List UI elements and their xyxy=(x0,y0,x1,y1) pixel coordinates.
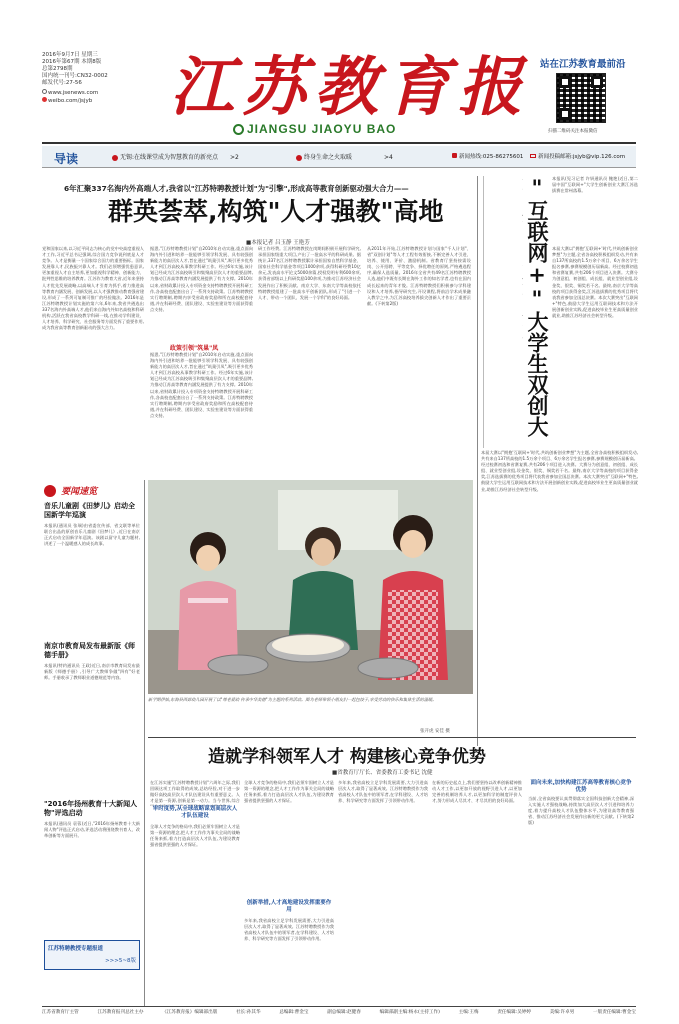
photo-illustration xyxy=(148,480,473,694)
cn-number: 国内统一刊号:CN32-0002 xyxy=(42,73,108,79)
commentary-col-3: 多年来,我省高校立足学科发展需要,大力引进高层次人才,取得了显著成效。江苏特聘教授作为我省高校人才队伍中的领军者,在学科建设、人才培养、科学研究等方面发挥了引领带动作用。 xyxy=(338,780,428,804)
sidebar-item3-body: 本报讯(通讯员 袁蓉)近日,"2016年扬州教育十大新闻人物"评选正式启动,评选活动将围绕教书育人、改革创新等方面展开。 xyxy=(44,821,140,839)
lead-col-3: 研工作经费。江苏特聘教授在岗期间积极开展科学研究,承担国家级重大项目,产出了一批高水平的科研成果。据统计,337名江苏特聘教授累计承担国家自然科学基金、国家社会科学基金等项目1000余项,获得科研经费10亿余元,发表高水平论文5000余篇,授权发明专利600余项,获得省部级以上科研奖励100余项,为推动江苏经济社会发展作出了积极贡献。南京大学、东南大学等高校依托特聘教授组建了一批高水平创新团队,形成了"引进一个人才、带动一个团队、发展一个学科"的良好局面。 xyxy=(258,246,361,300)
commentary-col-1: 在江苏实施"江苏特聘教授计划"六周年之际,我们回顾这项工作取得的成效,总结经验,对于进一步做好高校高层次人才队伍建设具有重要意义。人才是第一资源,创新是第一动力。当今世界,综合 xyxy=(150,780,240,804)
footer-item: 责任编辑:吴婷婷 xyxy=(497,1010,532,1015)
news-hotline: 新闻热线:025-86275601 xyxy=(459,154,524,160)
commentary-sub-2: 创新举措,人才高地建设发挥重要作用 xyxy=(246,900,332,913)
lead-col-2b: 据悉,"江苏特聘教授计划"自2010年启动实施,重点面向海内外引进和培养一批能够引领学科发展、具有较强创新能力的高层次人才,旨在通过"筑巢引凤",吸引更多优秀人才到江苏高校从事教学科研工作。经过6年实施,该计划已经成为江苏高校吸引和集聚高层次人才的重要品牌,为推动江苏高等教育内涵发展提供了有力支撑。2010年以来,省财政累计投入专项资金支持特聘教授开展科研工作,各高校也配套出台了一系列支持政策。江苏特聘教授实行聘期制,聘期内享受省政府奖励和所在高校配套待遇,并在科研经费、团队建设、实验室建设等方面获得重点支持。 xyxy=(150,352,253,418)
commentary-byline: ■省教育厅厅长、省委教育工委书记 沈健 xyxy=(332,770,433,776)
lead-col-1: 党和国家以来,以习近平同志为核心的党中央高度重视人才工作,习近平总书记强调,综合国力竞争说到底是人才竞争。人才是衡量一个国家综合国力的重要指标。国家发展靠人才,民族振兴靠人才。我们必须增强忧患意识,更加重视人才自主培养,更加重视科学精神、创新能力、批判性思维的培养教育。江苏作为教育大省,近年来坚持人才优先发展战略,以高端人才引育为抓手,着力推进高等教育内涵发展、创新发展,以人才强教推动教育强省建设,形成了一系列可复制可推广的经验做法。2016年是江苏特聘教授计划实施的第六年,6年来,我省共遴选出337名海内外高端人才,他们来自海内外知名高校和科研机构,活跃在我省高校教学科研一线,在推动学科建设、人才培养、科学研究、社会服务等方面发挥了重要作用,成为我省高等教育创新驱动的强大合力。 xyxy=(42,246,144,331)
special-report-box[interactable] xyxy=(44,940,140,970)
commentary-sub-1: 审时度势,从全球战略谋划高层次人才队伍建设 xyxy=(152,806,238,819)
website-link[interactable]: www.jsenews.com xyxy=(48,90,99,96)
guide-label: 导读 xyxy=(54,152,79,166)
photo-caption: 新学期伊始,东海县西郊幼儿园开展了以"尊老爱幼 传承中华美德"为主题的系列活动。图为老师带领小朋友们一起包饺子,享受劳动的快乐和集体生活的温暖。 xyxy=(148,697,437,702)
footer-item: 编辑部副主编:杨永(主持工作) xyxy=(379,1010,440,1015)
web-icon xyxy=(42,89,47,94)
title-emblem-icon xyxy=(233,124,244,135)
news-email[interactable]: 新闻投稿邮箱:jsjyb@vip.126.com xyxy=(538,154,626,160)
commentary-divider xyxy=(148,737,636,738)
app-promo: 站在江苏教育最前沿 xyxy=(540,59,626,70)
commentary-right-title: 面向未来,加快构建江苏高等教育核心竞争优势 xyxy=(530,780,632,793)
lead-col-4: 从2011年开始,江苏特聘教授计划与国家"千人计划"、省"双创计划"等人才工程有效衔接,不断完善人才引进、培养、使用、评价、激励机制。省教育厅坚持按需设岗、公开招聘、平等竞争、择优聘任的原则,严格遴选程序,确保人选质量。2016年全省共有49名江苏特聘教授人选,他们中既有长期在海外工作的知名学者,也有在国内成长起来的青年才俊。江苏特聘教授们积极参与学科建设和人才培养,指导研究生,开设课程,将前沿学术成果融入教学之中,为江苏高校培养拔尖创新人才作出了重要贡献。(下转第2版) xyxy=(367,246,471,306)
commentary-col-2: 全球人才竞争的格局中,我们必须牢固树立人才是第一资源的理念,把人才工作作为事关全局的战略任务来抓,着力打造高层次人才队伍,为建设教育强省提供坚强的人才保证。 xyxy=(244,780,334,804)
sidebar-item1-body: 本报讯(通讯员 张瑞)由省委宣传部、省文联等单位联合出品的原创音乐儿童剧《田梦儿》,近日在南京正式启动全国新学年巡演。该剧以留守儿童为题材,讲述了一个温暖感人的成长故事。 xyxy=(44,523,140,547)
newspaper-title: 江苏教育报 xyxy=(170,50,530,125)
guide-item-2-page: >4 xyxy=(383,154,393,161)
bullet-icon xyxy=(296,155,302,161)
banner-icon xyxy=(44,485,56,497)
commentary-col-2b: 多年来,我省高校立足学科发展需要,大力引进高层次人才,取得了显著成效。江苏特聘教授作为我省高校人才队伍中的领军者,在学科建设、人才培养、科学研究等方面发挥了引领带动作用。 xyxy=(244,918,334,942)
commentary-headline: 造就学科领军人才 构建核心竞争优势 xyxy=(208,747,486,767)
lead-kicker: 6年汇聚337名海内外高端人才,我省以"江苏特聘教授计划"为"引擎",形成高等教育创新驱动强大合力—— xyxy=(64,184,409,193)
footer-item: 副总编辑:赵健春 xyxy=(327,1010,361,1015)
guide-item-1[interactable]: 无锡:在线课堂成为智慧教育的新亮点 xyxy=(120,154,219,161)
masthead-divider xyxy=(42,142,636,144)
issue-total: 2016年第67期 本期8版 xyxy=(42,59,102,65)
sidebar-item1-title[interactable]: 音乐儿童剧《田梦儿》启动全国新学年巡演 xyxy=(44,502,135,519)
lead-subhead: 政策引领"筑巢"凤 xyxy=(170,345,219,352)
right-body-cont: 本届大赛以"拥抱'互联网+'时代,共筑创新创业梦想"为主题,全省各高校积极组织发动,共有来自137所高校的1.5万余个项目、6万余名学生报名参赛,参赛规模创历届新高。经过校赛初选和省赛复赛,共有206个项目进入决赛。大赛分为创意组、初创组、成长组、就业型创业组,设金奖、银奖、铜奖若干名。最终,南京大学等高校的项目获得金奖,江苏选拔赛的优秀项目将代表我省参加全国总决赛。本次大赛突出"互联网+"特色,鼓励大学生运用互联网技术和方法开展创新创业实践,促进高校毕业生更高质量创业就业,助推江苏经济社会转型升级。 xyxy=(481,450,638,492)
photo-credit: 张开虎 安佳 摄 xyxy=(420,729,450,734)
sidebar-banner xyxy=(44,480,140,496)
newspaper-pinyin: JIANGSU JIAOYU BAO xyxy=(247,122,397,136)
sidebar-item3-title[interactable]: "2016年扬州教育十大新闻人物"评选启动 xyxy=(44,800,138,817)
qr-code[interactable] xyxy=(556,73,606,123)
news-photo xyxy=(148,480,473,694)
sidebar-divider xyxy=(144,480,145,1006)
commentary-col-1b: 全球人才竞争的格局中,我们必须牢固树立人才是第一资源的理念,把人才工作作为事关全局的战略任务来抓,着力打造高层次人才队伍,为建设教育强省提供坚强的人才保证。 xyxy=(150,824,240,848)
weibo-icon xyxy=(42,97,47,102)
right-byline: 本报讯(见习记者 许妍通讯员 鲍艳)近日,第二届中国"互联网+"大学生创新创业大赛江苏选拔赛在常州落幕。 xyxy=(552,176,638,194)
right-body: 本届大赛以"拥抱'互联网+'时代,共筑创新创业梦想"为主题,全省各高校积极组织发动,共有来自137所高校的1.5万余个项目、6万余名学生报名参赛,参赛规模创历届新高。经过校赛初选和省赛复赛,共有206个项目进入决赛。大赛分为创意组、初创组、成长组、就业型创业组,设金奖、银奖、铜奖若干名。最终,南京大学等高校的项目获得金奖,江苏选拔赛的优秀项目将代表我省参加全国总决赛。本次大赛突出"互联网+"特色,鼓励大学生运用互联网技术和方法开展创新创业实践,促进高校毕业生更高质量创业就业,助推江苏经济社会转型升级。 xyxy=(552,246,638,319)
footer-item: 江苏省教育厅主管 xyxy=(42,1010,79,1015)
guide-item-2[interactable]: 终身生命之火取暖 xyxy=(304,154,353,161)
weibo-link[interactable]: weibo.com/jsjyb xyxy=(48,98,93,104)
footer-item: 总编辑:曹金宝 xyxy=(279,1010,309,1015)
phone-icon xyxy=(452,153,457,158)
footer-divider xyxy=(42,1006,636,1007)
commentary-right-body: 当前,全省高校要认真贯彻落实全国科技创新大会精神,深入实施人才强校战略,持续加大高层次人才引进和培养力度,着力提升高校人才队伍整体水平,为建设高等教育强省、推动江苏经济社会发展作出新的更大贡献。(下转第2版) xyxy=(528,796,634,826)
mail-code: 邮发代号:27-56 xyxy=(42,80,82,86)
footer-item: 江苏教育报刊总社主办 xyxy=(97,1010,144,1015)
footer-item: 《江苏教育报》编辑部出版 xyxy=(162,1010,218,1015)
guide-item-1-page: >2 xyxy=(229,154,239,161)
lead-headline: 群英荟萃,构筑"人才强教"高地 xyxy=(108,197,444,226)
right-col-divider xyxy=(477,176,478,746)
bullet-icon xyxy=(112,155,118,161)
issue-date: 2016年9月7日 星期三 xyxy=(42,52,98,58)
mail-icon xyxy=(530,154,536,158)
special-report-label: 江苏特聘教授专题报道 xyxy=(48,946,104,952)
sidebar-item2-body: 本报讯(特约通讯员 王政)近日,南京市教育局发布最新版《师德手册》,引导广大教师争做"四有"好老师。手册收录了教师职业道德规范等内容。 xyxy=(44,663,140,681)
vertical-headline: "互联网+"大学生双创大 xyxy=(525,176,549,437)
qr-caption: 扫描二维码关注本报微信 xyxy=(548,129,598,134)
banner-label: 要闻速览 xyxy=(61,487,98,497)
masthead-info xyxy=(42,52,162,105)
footer-item: 社长:孙其华 xyxy=(236,1010,261,1015)
issue-number: 总第2798期 xyxy=(42,66,73,72)
commentary-col-4: 在新的历史起点上,我们要坚持以改革创新精神推动人才工作,以更加开放的视野引进人才,以更加完善的机制培养人才,以更加科学的制度评价人才,努力形成人尽其才、才尽其用的良好局面。 xyxy=(432,780,522,804)
lead-col-2: 据悉,"江苏特聘教授计划"自2010年启动实施,重点面向海内外引进和培养一批能够引领学科发展、具有较强创新能力的高层次人才,旨在通过"筑巢引凤",吸引更多优秀人才到江苏高校从事教学科研工作。经过6年实施,该计划已经成为江苏高校吸引和集聚高层次人才的重要品牌,为推动江苏高等教育内涵发展提供了有力支撑。2010年以来,省财政累计投入专项资金支持特聘教授开展科研工作,各高校也配套出台了一系列支持政策。江苏特聘教授实行聘期制,聘期内享受省政府奖励和所在高校配套待遇,并在科研经费、团队建设、实验室建设等方面获得重点支持。 xyxy=(150,246,253,312)
footer-item: 美编:许卓男 xyxy=(549,1010,575,1015)
sidebar-item2-title[interactable]: 南京市教育局发布最新版《师德手册》 xyxy=(44,642,135,659)
footer-item: 主编:王梅 xyxy=(458,1010,479,1015)
special-report-page: >>>5~8版 xyxy=(105,958,136,964)
lead-byline: ■本报记者 吕玉静 王艳芳 xyxy=(246,240,310,246)
guide-bar xyxy=(42,146,636,168)
right-col-inner-divider xyxy=(483,176,484,448)
footer xyxy=(42,1009,636,1015)
footer-item: 一版责任编辑:曹金宝 xyxy=(593,1010,636,1015)
